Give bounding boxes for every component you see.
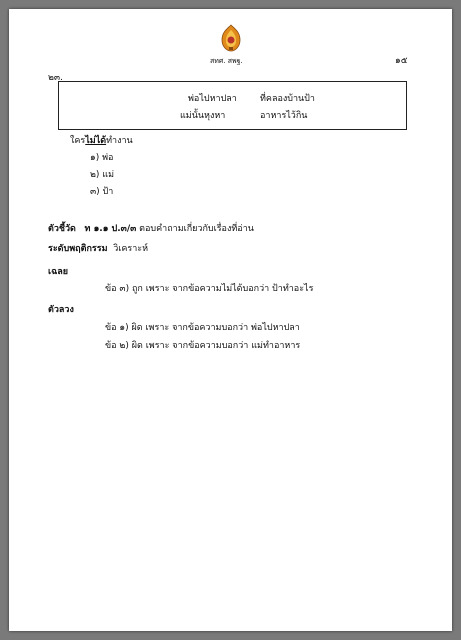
answer-text: ข้อ ๓) ถูก เพราะ จากข้อความไม่ได้บอกว่า ป้าทำอะไร (105, 284, 314, 294)
indicator-code: ท ๑.๑ ป.๓/๓ (84, 224, 137, 234)
distractors-label: ตัวลวง (48, 305, 74, 315)
page-number: ๑๕ (395, 56, 408, 66)
prompt-emphasis: ไม่ได้ (85, 136, 107, 146)
choice-2: ๒) แม่ (90, 170, 115, 180)
poem-line1-a: พ่อไปหาปลา (188, 94, 237, 104)
indicator-row (48, 221, 254, 235)
poem-box (58, 81, 407, 130)
prompt-pre: ใคร (70, 136, 86, 146)
answer-label: เฉลย (48, 267, 68, 277)
poem-line2-b: อาหารไว้กิน (260, 111, 308, 121)
question-number: ๒๓. (48, 73, 63, 83)
behavior-row (48, 241, 148, 255)
behavior-value: วิเคราะห์ (113, 244, 149, 254)
poem-line1-b: ที่คลองบ้านป้า (260, 94, 315, 104)
question-prompt (70, 133, 133, 147)
poem-line2-a: แม่นั้นหุงหา (180, 111, 226, 121)
document-page (9, 9, 452, 631)
distractor-item-2: ข้อ ๒) ผิด เพราะ จากข้อความบอกว่า แม่ทำอาหาร (105, 341, 301, 351)
org-logo-icon (218, 23, 244, 53)
choice-1: ๑) พ่อ (90, 153, 114, 163)
distractor-item-1: ข้อ ๑) ผิด เพราะ จากข้อความบอกว่า พ่อไปหาปลา (105, 323, 300, 333)
choice-3: ๓) ป้า (90, 187, 114, 197)
prompt-post: ทำงาน (106, 136, 133, 146)
behavior-label: ระดับพฤติกรรม (48, 244, 108, 254)
indicator-text: ตอบคำถามเกี่ยวกับเรื่องที่อ่าน (139, 224, 254, 234)
header-org: สทศ. สพฐ. (210, 57, 243, 65)
indicator-label: ตัวชี้วัด (48, 224, 76, 234)
